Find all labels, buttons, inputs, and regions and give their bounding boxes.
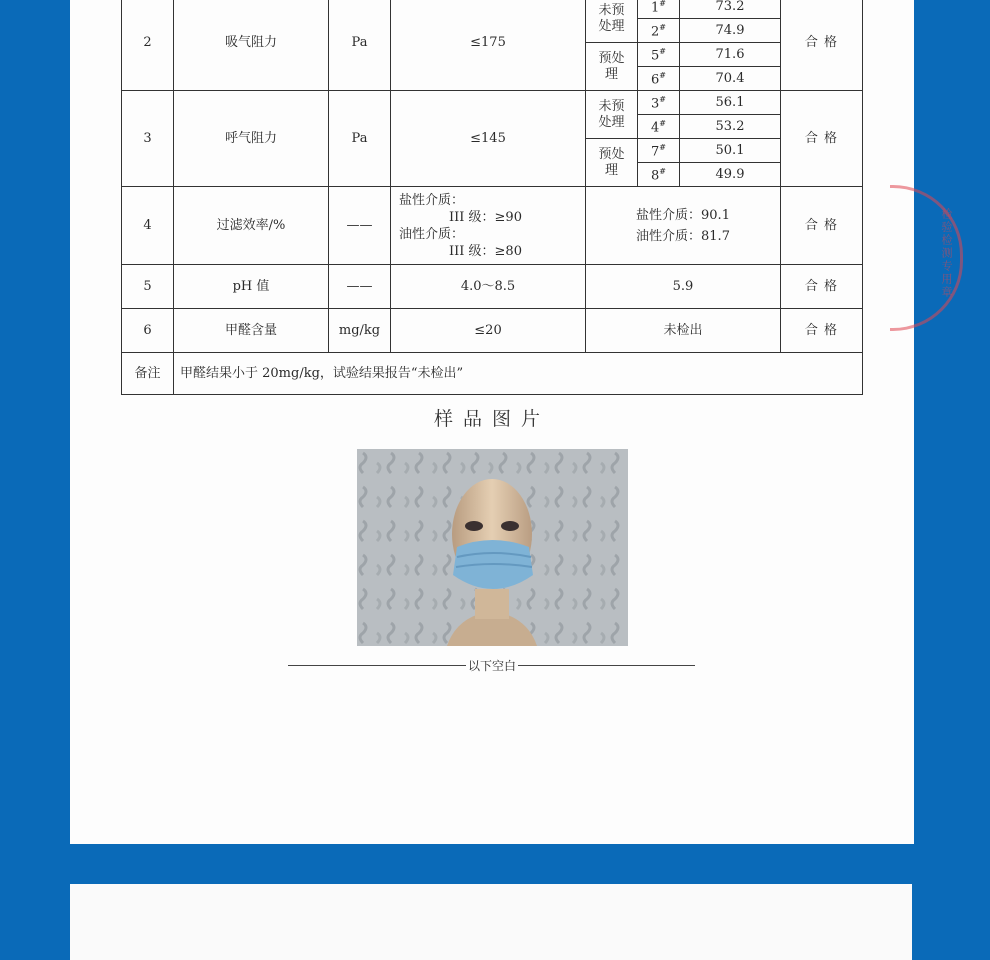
value-cell: 5.9 <box>586 265 781 309</box>
table-row <box>122 91 863 115</box>
sample-value: 53.2 <box>680 115 781 139</box>
value-cell: 未检出 <box>586 309 781 353</box>
table-row <box>122 0 863 19</box>
result-cell: 合 格 <box>781 0 863 91</box>
sample-id: 5# <box>638 43 680 67</box>
spec-cell: ≤20 <box>391 309 586 353</box>
unit-cell: Pa <box>329 0 391 91</box>
sample-value: 70.4 <box>680 67 781 91</box>
pretreat-group: 预处 理 <box>586 139 638 187</box>
unit-cell: —— <box>329 187 391 265</box>
result-cell: 合 格 <box>781 309 863 353</box>
mannequin-mask-image <box>357 449 628 646</box>
sample-id: 1# <box>638 0 680 19</box>
sample-value: 71.6 <box>680 43 781 67</box>
test-item: 过滤效率/% <box>174 187 329 265</box>
sample-value: 56.1 <box>680 91 781 115</box>
sample-id: 8# <box>638 163 680 187</box>
note-text: 甲醛结果小于 20mg/kg，试验结果报告“未检出” <box>174 353 863 395</box>
result-cell: 合 格 <box>781 265 863 309</box>
sample-id: 2# <box>638 19 680 43</box>
red-seal-stamp: 检验检测专用章 <box>890 185 963 331</box>
spec-cell: 盐性介质： III 级：≥90 油性介质： III 级：≥80 <box>391 187 586 265</box>
table-row <box>122 265 863 309</box>
pretreat-group: 未预 处理 <box>586 91 638 139</box>
next-page <box>70 884 912 960</box>
table-row <box>122 187 863 265</box>
spec-cell: ≤145 <box>391 91 586 187</box>
table-row <box>122 309 863 353</box>
row-number: 4 <box>122 187 174 265</box>
sample-id: 3# <box>638 91 680 115</box>
sample-value: 74.9 <box>680 19 781 43</box>
sample-id: 7# <box>638 139 680 163</box>
sample-value: 73.2 <box>680 0 781 19</box>
end-marker: 以下空白 <box>467 659 516 673</box>
pretreat-group: 预处 理 <box>586 43 638 91</box>
pretreat-group: 未预 处理 <box>586 0 638 43</box>
note-label: 备注 <box>122 353 174 395</box>
unit-cell: Pa <box>329 91 391 187</box>
test-item: 呼气阻力 <box>174 91 329 187</box>
row-number: 6 <box>122 309 174 353</box>
unit-cell: —— <box>329 265 391 309</box>
table-row <box>122 353 863 395</box>
photo-title: 样品图片 <box>433 408 550 430</box>
row-number: 3 <box>122 91 174 187</box>
spec-cell: 4.0～8.5 <box>391 265 586 309</box>
spec-cell: ≤175 <box>391 0 586 91</box>
sample-photo <box>357 449 628 646</box>
row-number: 5 <box>122 265 174 309</box>
sample-id: 6# <box>638 67 680 91</box>
test-item: 甲醛含量 <box>174 309 329 353</box>
test-item: pH 值 <box>174 265 329 309</box>
value-cell: 盐性介质：90.1 油性介质：81.7 <box>586 187 781 265</box>
row-number: 2 <box>122 0 174 91</box>
result-cell: 合 格 <box>781 91 863 187</box>
report-page <box>70 0 953 844</box>
sample-value: 49.9 <box>680 163 781 187</box>
sample-id: 4# <box>638 115 680 139</box>
test-item: 吸气阻力 <box>174 0 329 91</box>
sample-value: 50.1 <box>680 139 781 163</box>
unit-cell: mg/kg <box>329 309 391 353</box>
result-cell: 合 格 <box>781 187 863 265</box>
test-results-table <box>121 0 863 395</box>
